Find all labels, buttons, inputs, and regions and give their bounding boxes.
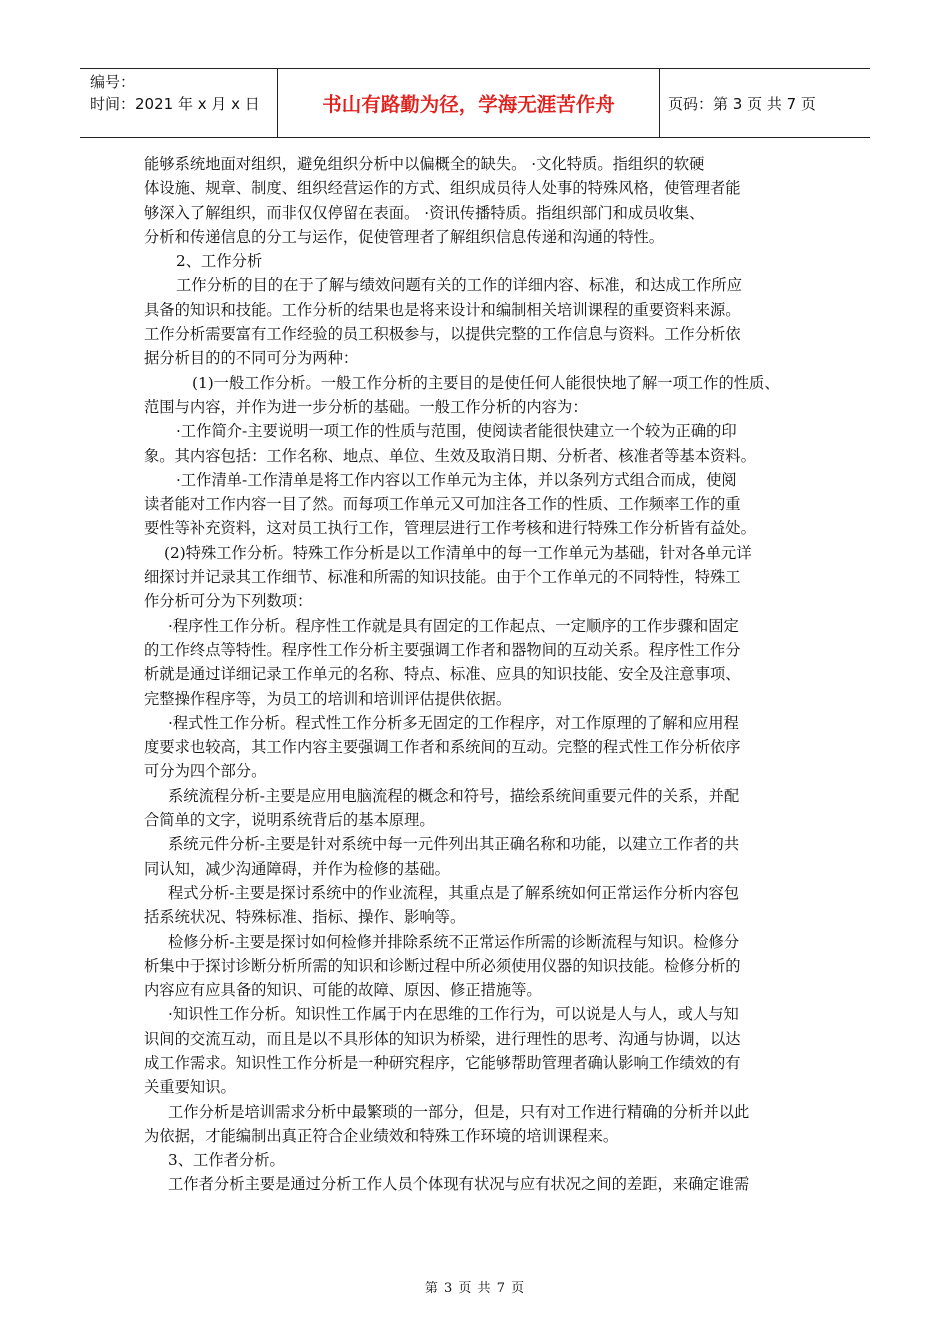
body-line: ·工作清单-工作清单是将工作内容以工作单元为主体，并以条列方式组合而成，使阅: [176, 470, 737, 489]
body-line: 工作分析是培训需求分析中最繁琐的一部分，但是，只有对工作进行精确的分析并以此: [168, 1102, 750, 1121]
body-line: 够深入了解组织，而非仅仅停留在表面。 ·资讯传播特质。指组织部门和成员收集、: [144, 203, 705, 222]
body-line: 为依据，才能编制出真正符合企业绩效和特殊工作环境的培训课程来。: [144, 1126, 619, 1145]
document-body: [144, 152, 814, 1197]
header-motto: 书山有路勤为径，学海无涯苦作舟: [278, 69, 660, 137]
body-line: ·工作简介-主要说明一项工作的性质与范围，使阅读者能很快建立一个较为正确的印: [176, 422, 737, 441]
body-line: 工作分析的目的在于了解与绩效问题有关的工作的详细内容、标准，和达成工作所应: [176, 276, 742, 295]
body-line: 工作者分析主要是通过分析工作人员个体现有状况与应有状况之间的差距，来确定谁需: [168, 1175, 750, 1194]
body-line: 要性等补充资料，这对员工执行工作，管理层进行工作考核和进行特殊工作分析皆有益处。: [144, 519, 756, 538]
body-line: ·程式性工作分析。程式性工作分析多无固定的工作程序，对工作原理的了解和应用程: [168, 713, 739, 732]
header-page-info: 页码：第 3 页 共 7 页: [668, 94, 816, 113]
body-line: 据分析目的的不同可分为两种：: [144, 349, 359, 368]
body-line: ·知识性工作分析。知识性工作属于内在思维的工作行为，可以说是人与人，或人与知: [168, 1005, 739, 1024]
page-header: [80, 68, 870, 138]
body-line: 成工作需求。知识性工作分析是一种研究程序，它能够帮助管理者确认影响工作绩效的有: [144, 1053, 741, 1072]
page-footer: 第 3 页 共 7 页: [424, 1281, 526, 1296]
body-line: 读者能对工作内容一目了然。而每项工作单元又可加注各工作的性质、工作频率工作的重: [144, 495, 741, 514]
body-line: 识间的交流互动，而且是以不具形体的知识为桥梁，进行理性的思考、沟通与协调，以达: [144, 1029, 741, 1048]
body-line: (1)一般工作分析。一般工作分析的主要目的是使任何人能很快地了解一项工作的性质、: [192, 373, 780, 392]
body-line: ·程序性工作分析。程序性工作就是具有固定的工作起点、一定顺序的工作步骤和固定: [168, 616, 739, 635]
body-line: (2)特殊工作分析。特殊工作分析是以工作清单中的每一工作单元为基础，针对各单元详: [164, 543, 752, 562]
body-line: 象。其内容包括：工作名称、地点、单位、生效及取消日期、分析者、核准者等基本资料。: [144, 446, 756, 465]
body-line: 检修分析-主要是探讨如何检修并排除系统不正常运作所需的诊断流程与知识。检修分: [168, 932, 740, 951]
body-line: 具备的知识和技能。工作分析的结果也是将来设计和编制相关培训课程的重要资料来源。: [144, 300, 741, 319]
body-line: 内容应有应具备的知识、可能的故障、原因、修正措施等。: [144, 981, 542, 1000]
body-line: 2、工作分析: [176, 252, 263, 271]
header-time-label: 时间：2021 年 x 月 x 日: [90, 95, 260, 113]
body-line: 系统流程分析-主要是应用电脑流程的概念和符号，描绘系统间重要元件的关系，并配: [168, 786, 740, 805]
body-line: 关重要知识。: [144, 1078, 236, 1097]
body-line: 范围与内容，并作为进一步分析的基础。一般工作分析的内容为：: [144, 397, 588, 416]
body-line: 能够系统地面对组织，避免组织分析中以偏概全的缺失。 ·文化特质。指组织的软硬: [144, 155, 705, 173]
body-line: 作分析可分为下列数项：: [144, 592, 313, 611]
body-line: 程式分析-主要是探讨系统中的作业流程，其重点是了解系统如何正常运作分析内容包: [168, 883, 740, 902]
body-line: 细探讨并记录其工作细节、标准和所需的知识技能。由于个工作单元的不同特性，特殊工: [144, 568, 741, 587]
body-line: 析就是通过详细记录工作单元的名称、特点、标准、应具的知识技能、安全及注意事项、: [144, 665, 741, 684]
body-line: 完整操作程序等，为员工的培训和培训评估提供依据。: [144, 689, 512, 708]
body-line: 析集中于探讨诊断分析所需的知识和诊断过程中所必须使用仪器的知识技能。检修分析的: [144, 956, 741, 975]
body-line: 系统元件分析-主要是针对系统中每一元件列出其正确名称和功能，以建立工作者的共: [168, 835, 740, 854]
body-line: 3、工作者分析。: [168, 1151, 285, 1170]
body-line: 分析和传递信息的分工与运作，促使管理者了解组织信息传递和沟通的特性。: [144, 227, 665, 246]
body-line: 工作分析需要富有工作经验的员工积极参与，以提供完整的工作信息与资料。工作分析依: [144, 325, 741, 344]
body-line: 同认知，减少沟通障碍，并作为检修的基础。: [144, 859, 450, 878]
body-line: 可分为四个部分。: [144, 762, 267, 781]
body-line: 的工作终点等特性。程序性工作分析主要强调工作者和器物间的互动关系。程序性工作分: [144, 640, 741, 659]
header-meta: [80, 69, 278, 137]
body-line: 度要求也较高，其工作内容主要强调工作者和系统间的互动。完整的程式性工作分析依序: [144, 738, 741, 757]
body-line: 合简单的文字，说明系统背后的基本原理。: [144, 811, 435, 830]
header-number-label: 编号：: [90, 73, 136, 91]
body-line: 括系统状况、特殊标准、指标、操作、影响等。: [144, 908, 466, 927]
body-line: 体设施、规章、制度、组织经营运作的方式、组织成员待人处事的特殊风格，使管理者能: [144, 179, 741, 198]
